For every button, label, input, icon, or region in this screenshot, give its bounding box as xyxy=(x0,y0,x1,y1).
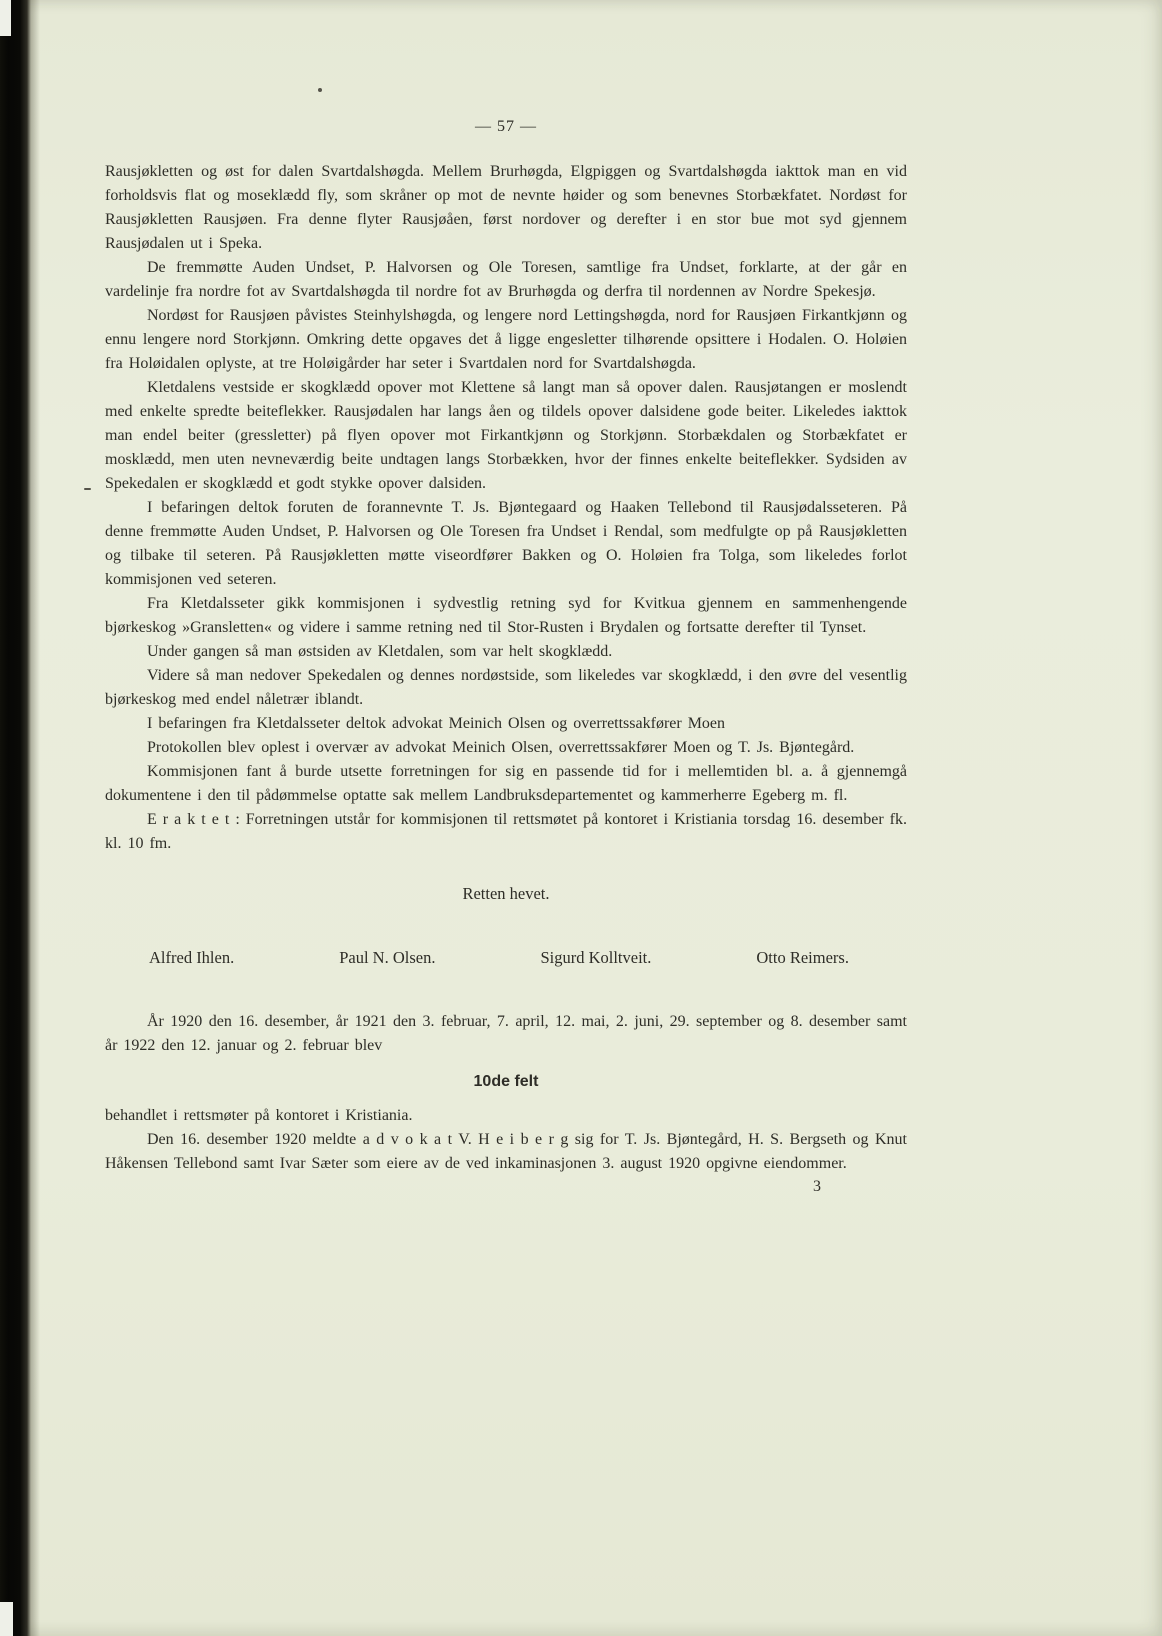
signature: Paul N. Olsen. xyxy=(339,948,436,967)
paragraph: Rausjøkletten og øst for dalen Svartdalshøgda. Mellem Brurhøgda, Elgpiggen og Svartdalshøgda iakttok man en vid forholdsvis flat og moseklædd fly, som skråner op mot de nevnte høider og som benevnes Storbækfatet. Nordøst for Rausjøkletten Rausjøen. Fra denne flyter Rausjøåen, først nordover og derefter i en stor bue mot syd gjennem Rausjødalen ut i Speka. xyxy=(105,163,907,252)
paragraph: De fremmøtte Auden Undset, P. Halvorsen og Ole Toresen, samtlige fra Undset, forklarte, at der går en vardelinje fra nordre fot av Svartdalshøgda til nordre fot av Brurhøgda og derfra til nordennen av Nordre Spekesjø. xyxy=(105,259,907,300)
court-adjourned-line: Retten hevet. xyxy=(462,884,550,903)
ink-speck xyxy=(318,88,322,92)
page-number-bottom: 3 xyxy=(813,1178,821,1195)
paragraph: Protokollen blev oplest i overvær av advokat Meinich Olsen, overrettssakfører Moen og T. Js. Bjøntegård. xyxy=(147,739,855,756)
page-content xyxy=(105,118,907,1196)
signature: Otto Reimers. xyxy=(756,948,849,967)
paragraph: Kommisjonen fant å burde utsette forretningen for sig en passende tid for i mellemtiden bl. a. å gjennemgå dokumentene i den til pådømmelse optatte sak mellem Landbruksdepartementet og kammerherre Egeberg m. fl. xyxy=(105,763,907,804)
ink-speck xyxy=(84,488,91,490)
signature: Alfred Ihlen. xyxy=(149,948,235,967)
scan-corner-notch-top xyxy=(0,0,11,36)
scan-edge-left xyxy=(0,0,40,1636)
paragraph: E r a k t e t : Forretningen utstår for kommisjonen til rettsmøtet på kontoret i Kristiania torsdag 16. desember fk. kl. 10 fm. xyxy=(105,811,907,852)
dates-paragraph: År 1920 den 16. desember, år 1921 den 3. februar, 7. april, 12. mai, 2. juni, 29. september og 8. desember samt år 1922 den 12. januar og 2. februar blev xyxy=(105,1013,907,1054)
scan-corner-notch-bottom xyxy=(0,1602,13,1636)
section-heading: 10de felt xyxy=(473,1073,539,1090)
paragraph: behandlet i rettsmøter på kontoret i Kristiania. xyxy=(105,1107,413,1124)
paragraph: Kletdalens vestside er skogklædd opover mot Klettene så langt man så opover dalen. Rausjøtangen er moslendt med enkelte spredte beiteflekker. Rausjødalen har langs åen og tildels opover dalsidene gode beiter. Likeledes iakttok man endel beiter (gressletter) på flyen opover mot Firkantkjønn og Storkjønn. Storbækdalen og Storbækfatet er mosklædd, men uten nevneværdig beite undtagen langs Storbækken, hvor der finnes enkelte beiteflekker. Sydsiden av Spekedalen er skogklædd et godt stykke opover dalsiden. xyxy=(105,379,907,492)
paragraph: Fra Kletdalsseter gikk kommisjonen i sydvestlig retning syd for Kvitkua gjennem en sammenhengende bjørkeskog »Gransletten« og videre i samme retning ned til Stor-Rusten i Brydalen og fortsatte derefter til Tynset. xyxy=(105,595,907,636)
paragraph: I befaringen fra Kletdalsseter deltok advokat Meinich Olsen og overrettssakfører Moen xyxy=(147,715,726,732)
paragraph: Nordøst for Rausjøen påvistes Steinhylshøgda, og lengere nord Lettingshøgda, nord for Rausjøen Firkantkjønn og ennu lengere nord Storkjønn. Omkring dette opgaves det å ligge engesletter tilhørende opsittere i Hodalen. O. Holøien fra Holøidalen oplyste, at tre Holøigårder har seter i Svartdalen nord for Svartdalshøgda. xyxy=(105,307,907,372)
paragraph: Videre så man nedover Spekedalen og dennes nordøstside, som likeledes var skogklædd, i den øvre del vesentlig bjørkeskog med endel nåletrær iblandt. xyxy=(105,667,907,708)
signature: Sigurd Kolltveit. xyxy=(540,948,652,967)
paragraph: I befaringen deltok foruten de forannevnte T. Js. Bjøntegaard og Haaken Tellebond til Rausjødalsseteren. På denne fremmøtte Auden Undset, P. Halvorsen og Ole Toresen fra Undset i Rendal, som medfulgte op på Rausjøkletten og tilbake til seteren. På Rausjøkletten møtte viseordfører Bakken og O. Holøien fra Tolga, som likeledes forlot kommisjonen ved seteren. xyxy=(105,499,907,588)
page-number-top: — 57 — xyxy=(475,118,537,135)
signatures-row xyxy=(105,946,907,970)
paragraph: Den 16. desember 1920 meldte a d v o k a t V. H e i b e r g sig for T. Js. Bjøntegård, H. S. Bergseth og Knut Håkensen Tellebond samt Ivar Sæter som eiere av de ved inkaminasjonen 3. august 1920 opgivne eiendommer. xyxy=(105,1131,907,1172)
paragraph: Under gangen så man østsiden av Kletdalen, som var helt skogklædd. xyxy=(147,643,613,660)
